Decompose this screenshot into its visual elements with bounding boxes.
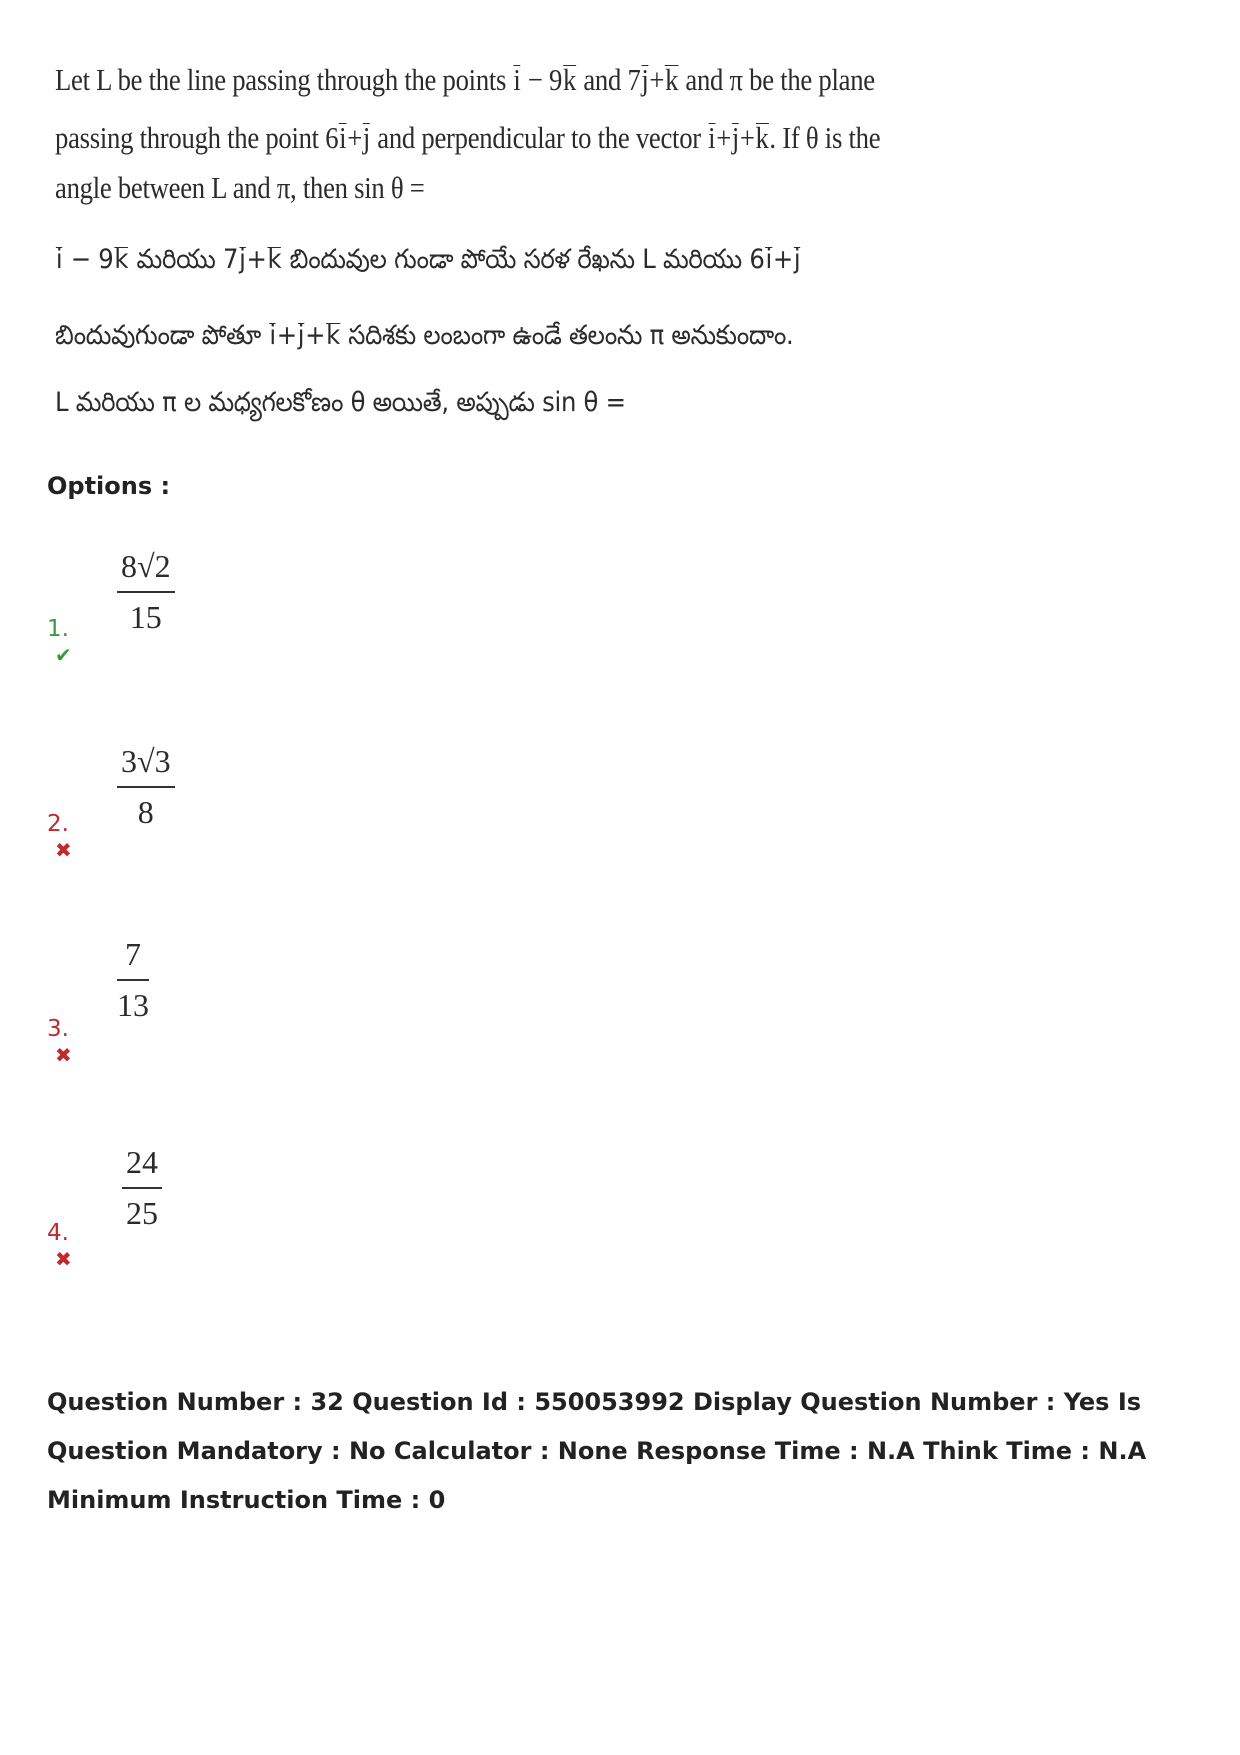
cross-icon: ✖: [55, 838, 72, 862]
option-1-fraction: [117, 548, 175, 636]
option-2-denominator: 8: [137, 794, 154, 830]
option-4-fraction: [122, 1144, 162, 1232]
option-1-denominator: 15: [129, 599, 162, 635]
option-3-numerator: 7: [117, 936, 149, 981]
option-3-denominator: 13: [117, 987, 149, 1023]
question-line-en-2: passing through the point 6i+j and perpendicular to the vector i+j+k. If θ is the: [55, 120, 881, 155]
question-line-en-1: Let L be the line passing through the points i − 9k and 7j+k and π be the plane: [55, 62, 875, 97]
cross-icon: ✖: [55, 1043, 72, 1067]
question-metadata: Question Number : 32 Question Id : 550053992 Display Question Number : Yes Is Question Mandatory : No Calculator : None Response Time : N.A Think Time : N.A Minimum Instruction Time : 0: [47, 1388, 1147, 1514]
option-4-denominator: 25: [126, 1195, 158, 1231]
cross-icon: ✖: [55, 1247, 72, 1271]
question-line-te-2: బిందువుగుండా పోతూ i+j+k సదిశకు లంబంగా ఉండే తలంను π అనుకుందాం.: [55, 320, 794, 351]
option-3-number: 3.✖: [47, 1016, 72, 1067]
option-4-number: 4.✖: [47, 1220, 72, 1271]
option-1-numerator: 8√2: [117, 548, 175, 593]
option-2-number: 2.✖: [47, 811, 72, 862]
question-line-te-3: L మరియు π ల మధ్యగలకోణం θ అయితే, అప్పుడు sin θ =: [55, 387, 626, 418]
question-line-te-1: i − 9k మరియు 7j+k బిందువుల గుండా పోయే సరళ రేఖను L మరియు 6i+j: [55, 244, 801, 275]
option-2-numerator: 3√3: [117, 743, 175, 788]
option-4-numerator: 24: [122, 1144, 162, 1189]
question-line-en-3: angle between L and π, then sin θ =: [55, 170, 425, 205]
option-3-fraction: [117, 936, 149, 1024]
check-icon: ✔: [55, 643, 72, 667]
options-label: Options :: [47, 472, 171, 500]
option-2-fraction: [117, 743, 175, 831]
option-1-number: 1.✔: [47, 616, 72, 667]
